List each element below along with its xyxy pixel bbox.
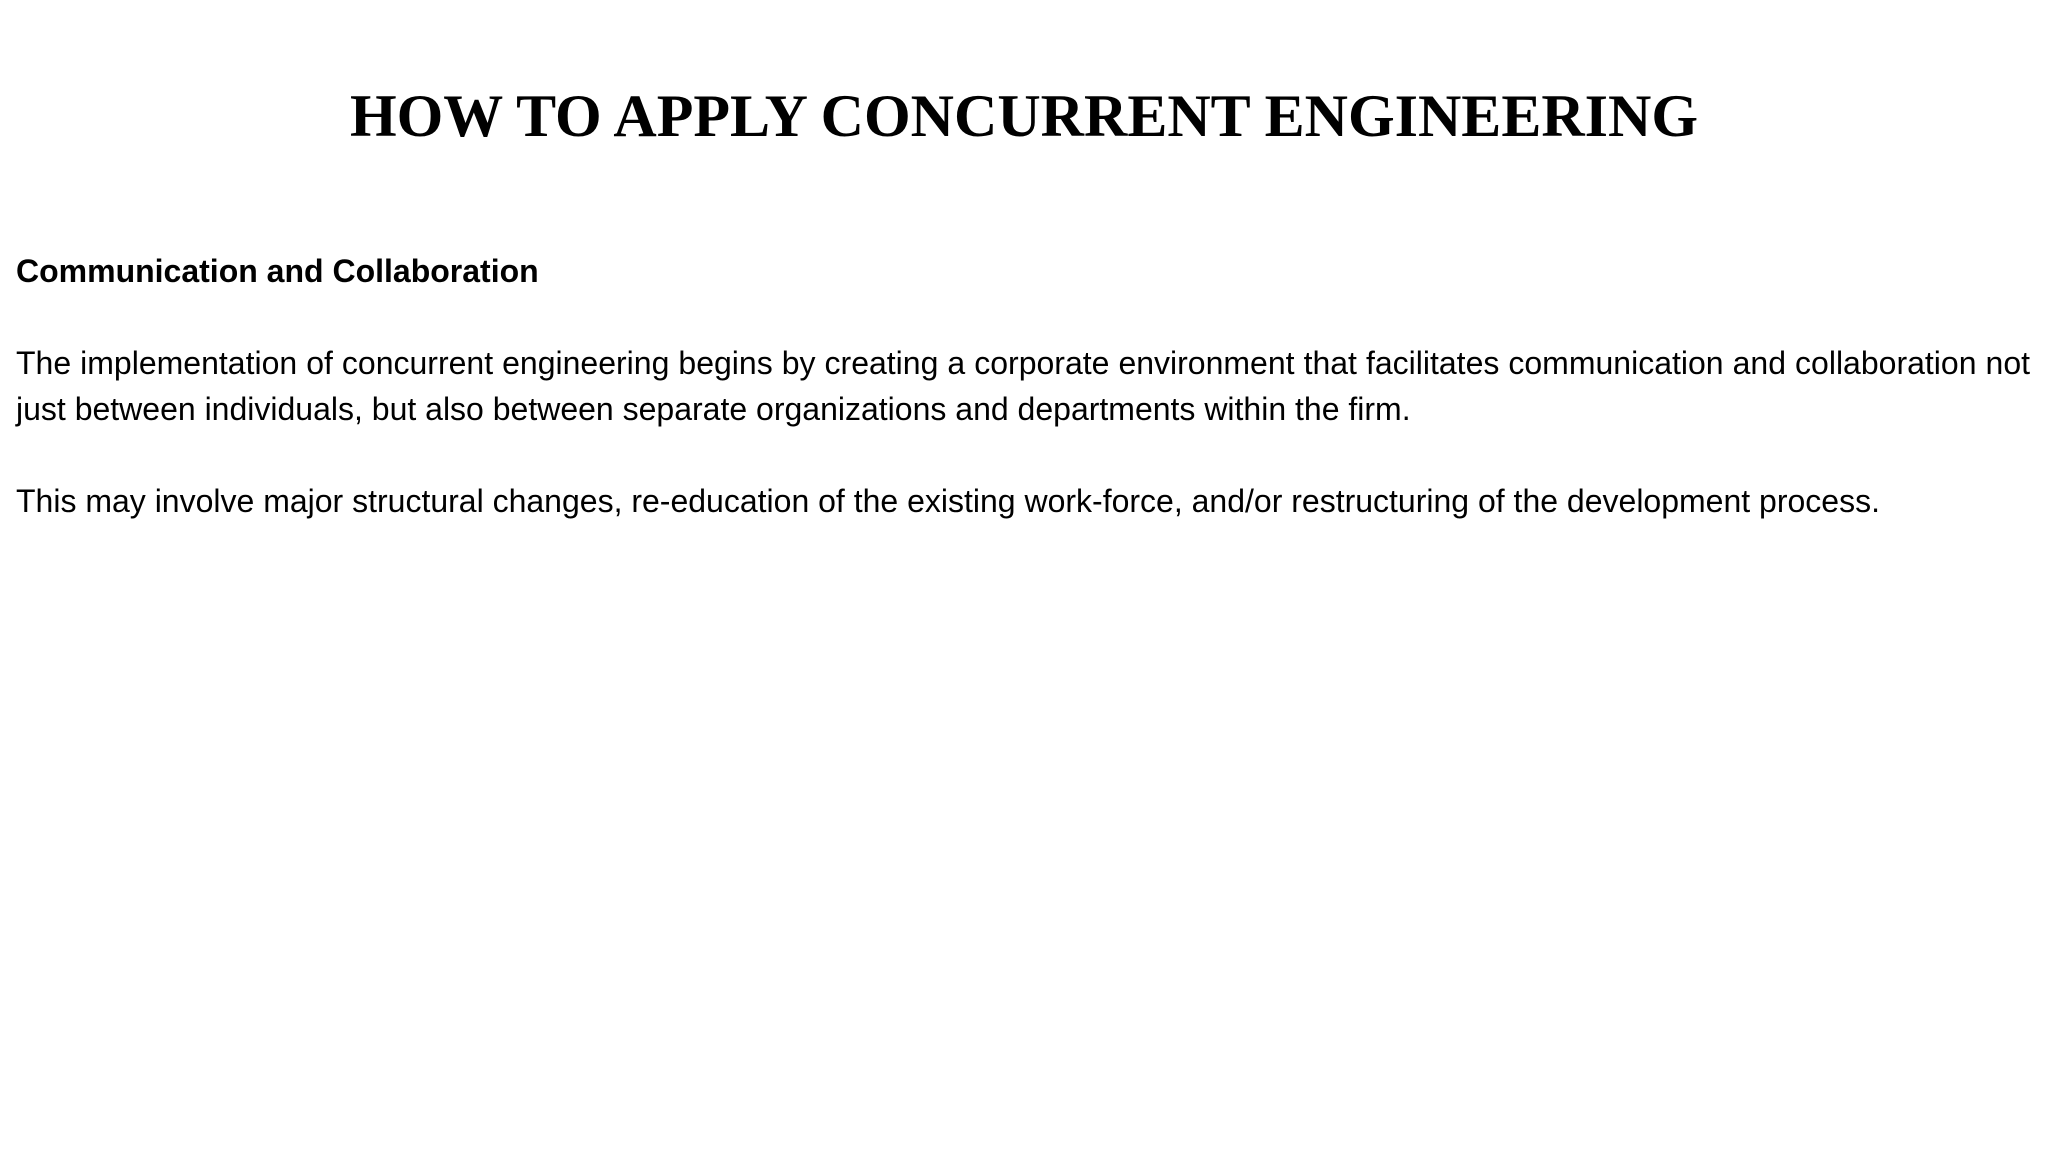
section-heading: Communication and Collaboration <box>16 253 539 289</box>
paragraph-implementation: The implementation of concurrent engineering begins by creating a corporate environment that facilitates communication and collaboration not just between individuals, but also between separate organizations and departments within the firm. <box>16 345 2030 427</box>
slide-title: HOW TO APPLY CONCURRENT ENGINEERING <box>349 83 1699 149</box>
slide-body <box>16 248 2030 570</box>
paragraph-structural-changes: This may involve major structural changes, re-education of the existing work-force, and/or restructuring of the development process. <box>16 483 1880 519</box>
